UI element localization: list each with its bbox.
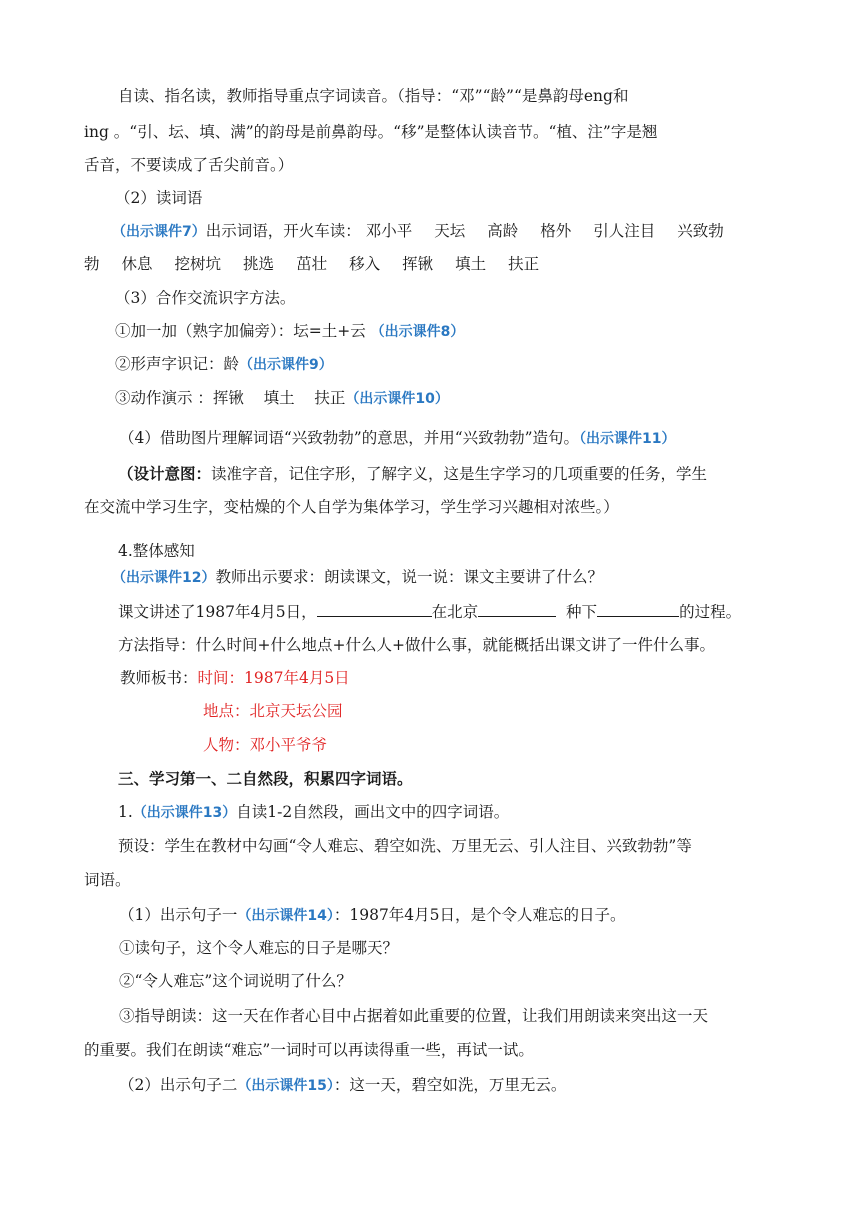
preset-line: 词语。 (84, 871, 131, 889)
fill-blank (478, 601, 556, 617)
fill-in-sentence (118, 601, 741, 622)
word: 茁壮 (296, 255, 328, 273)
word-list (366, 222, 724, 240)
method-text: ①加一加（熟字加偏旁）：坛=土+云 (115, 322, 366, 340)
courseware-tag: （出示课件15） (237, 1078, 334, 1094)
step-text: 自读1-2自然段，画出文中的四字词语。 (236, 803, 510, 821)
question-text: （1）出示句子一 (119, 906, 238, 924)
sentence-part: 种下 (566, 603, 598, 621)
question-text: （2）出示句子二 (119, 1076, 238, 1094)
word: 邓小平 (365, 222, 413, 240)
word: 天坛 (434, 222, 466, 240)
fill-blank (317, 601, 432, 617)
sentence-part: 在北京 (431, 603, 479, 621)
word: 引人注目 (593, 222, 656, 240)
word: 高龄 (487, 222, 519, 240)
design-intent: 在交流中学习生字，变枯燥的个人自学为集体学习，学生学习兴趣相对浓些。） (84, 498, 619, 516)
courseware-tag: （出示课件10） (345, 391, 449, 407)
word: 挥锹 (402, 255, 434, 273)
para-line: 自读、指名读，教师指导重点字词读音。（指导：“邓”“龄”“是鼻韵母eng和 (118, 87, 629, 105)
board-entry: 人物：邓小平爷爷 (203, 736, 328, 754)
section-heading (119, 428, 676, 449)
section-heading: （3）合作交流识字方法。 (115, 289, 296, 307)
board-label: 教师板书： (120, 669, 198, 687)
section-heading: （2）读词语 (115, 189, 203, 207)
method-text: ③动作演示 ：挥锹 填土 扶正 (115, 389, 346, 407)
design-text: 读准字音，记住字形，了解字义，这是生字学习的几项重要的任务，学生 (211, 465, 708, 483)
method-item (115, 388, 449, 409)
courseware-tag: （出示课件13） (132, 805, 237, 821)
courseware-tag: （出示课件11） (579, 431, 676, 447)
word: 勃 (84, 255, 100, 273)
section-title: 三、学习第一、二自然段，积累四字词语。 (118, 769, 413, 788)
question-text: ：1987年4月5日，是个令人难忘的日子。 (333, 906, 626, 924)
word: 格外 (540, 222, 572, 240)
word-list-line (112, 221, 724, 242)
courseware-tag: （出示课件12） (112, 570, 216, 586)
courseware-tag: （出示课件14） (237, 908, 334, 924)
word: 休息 (121, 255, 153, 273)
section-text: （4）借助图片理解词语“兴致勃勃”的意思，并用“兴致勃勃”造句。 (119, 429, 580, 447)
requirement-text: 教师出示要求：朗读课文，说一说：课文主要讲了什么？ (215, 568, 603, 586)
question-item: ③指导朗读：这一天在作者心目中占据着如此重要的位置，让我们用朗读来突出这一天 (119, 1007, 709, 1025)
word: 兴致勃 (677, 222, 724, 240)
board-line (120, 668, 350, 688)
word: 挖树坑 (174, 255, 222, 273)
word: 移入 (349, 255, 381, 273)
requirement-line (112, 567, 603, 588)
board-entry: 地点：北京天坛公园 (203, 702, 343, 720)
section-heading: 4.整体感知 (118, 542, 195, 560)
word: 扶正 (508, 255, 540, 273)
board-entry: 时间：1987年4月5日 (197, 669, 350, 687)
question-item: 的重要。我们在朗读“难忘”一词时可以再读得重一些，再试一试。 (84, 1041, 534, 1059)
courseware-tag: （出示课件7） (112, 224, 206, 240)
question-item: ②“令人难忘”这个词说明了什么？ (119, 972, 352, 990)
step-line (118, 802, 509, 823)
step-number: 1. (118, 803, 133, 821)
question-text: ：这一天，碧空如洗，万里无云。 (333, 1076, 567, 1094)
question-line (119, 1075, 566, 1096)
para-line: ing 。“引、坛、填、满”的韵母是前鼻韵母。“移”是整体认读音节。“植、注”字是翘 (84, 123, 658, 141)
method-item (115, 321, 464, 342)
word: 挑选 (243, 255, 275, 273)
sentence-part: 课文讲述了1987年4月5日， (118, 603, 317, 621)
design-intent (118, 464, 707, 484)
instruction-text: 出示词语，开火车读： (205, 222, 361, 240)
fill-blank (597, 601, 679, 617)
courseware-tag: （出示课件9） (239, 357, 333, 373)
word-list-line (84, 254, 561, 274)
question-line (119, 905, 626, 926)
design-label: （设计意图： (118, 465, 212, 483)
courseware-tag: （出示课件8） (370, 324, 465, 340)
preset-line: 预设：学生在教材中勾画“令人难忘、碧空如洗、万里无云、引人注目、兴致勃勃”等 (118, 837, 692, 855)
method-guide: 方法指导：什么时间+什么地点+什么人+做什么事，就能概括出课文讲了一件什么事。 (118, 636, 715, 654)
method-item (115, 354, 333, 375)
para-line: 舌音，不要读成了舌尖前音。） (84, 156, 294, 174)
question-item: ①读句子，这个令人难忘的日子是哪天？ (119, 939, 399, 957)
word: 填土 (455, 255, 487, 273)
sentence-part: 的过程。 (679, 603, 742, 621)
method-text: ②形声字识记：龄 (115, 355, 240, 373)
